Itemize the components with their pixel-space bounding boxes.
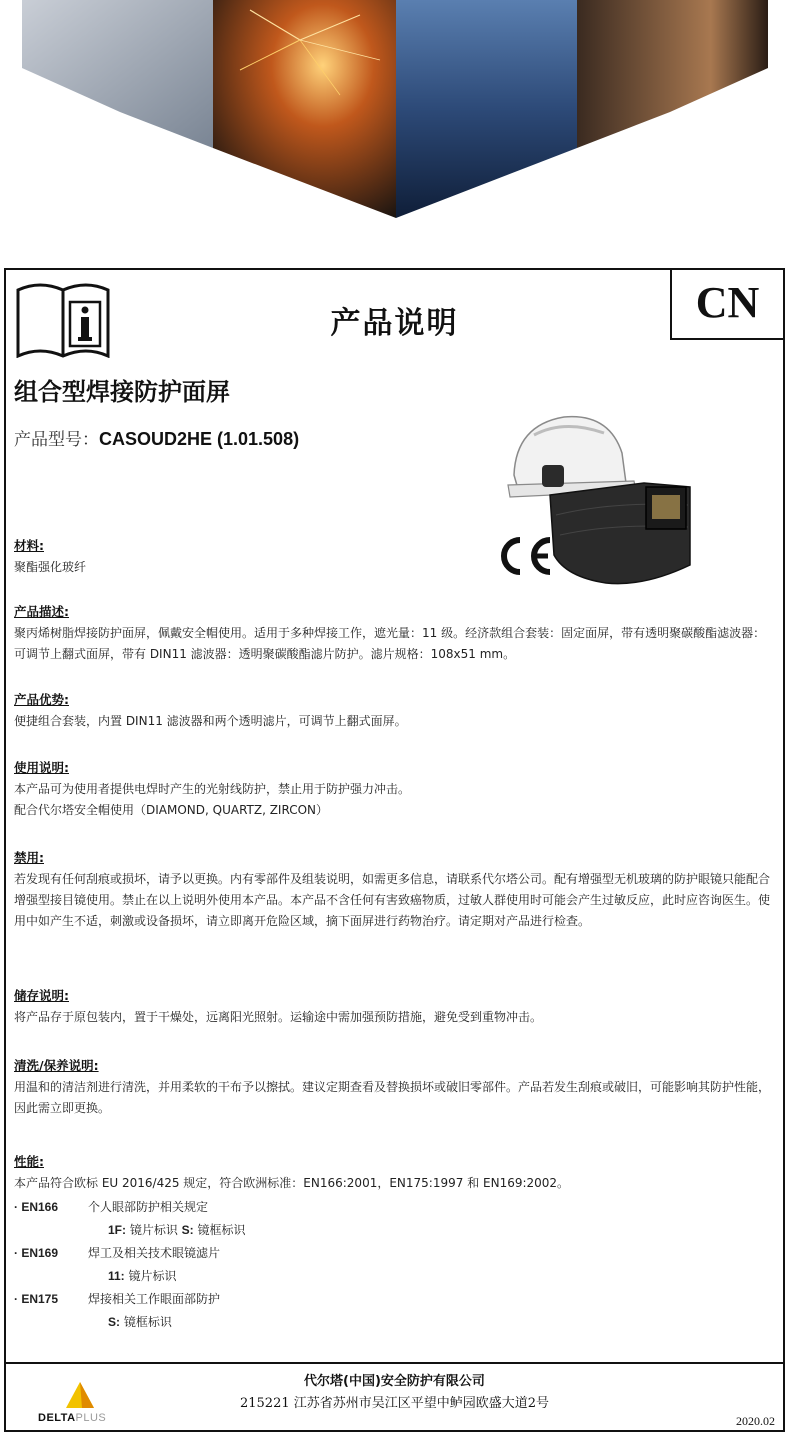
company-address: 215221 江苏省苏州市吴江区平望中鲈园欧盛大道2号	[239, 1396, 550, 1411]
section-body: 配合代尔塔安全帽使用（DIAMOND, QUARTZ, ZIRCON）	[14, 803, 329, 817]
section-title: 使用说明:	[14, 760, 69, 775]
standard-marking: 11: 镜片标识	[108, 1269, 177, 1283]
banner-photo-4	[577, 0, 768, 148]
standard-item: · EN175 焊接相关工作眼面部防护	[14, 1292, 221, 1306]
banner-photo-3	[396, 0, 577, 218]
section-body: 聚丙烯树脂焊接防护面屏，佩戴安全帽使用。适用于多种焊接工作，遮光量：11 级。经济款组合套装：固定面屏，带有透明聚碳酸酯滤波器：可调节上翻式面屏，带有 DIN11 滤波器：透明聚碳酸酯滤片防护。滤片规格：108x51 mm。	[14, 626, 766, 661]
section-title: 清洗/保养说明:	[14, 1058, 99, 1073]
banner-photo-2	[213, 0, 396, 218]
section-advantages	[14, 690, 776, 732]
language-badge: CN	[670, 270, 783, 340]
section-body: 若发现有任何刮痕或损坏，请予以更换。内有零部件及组装说明，如需更多信息，请联系代尔塔公司。配有增强型无机玻璃的防护眼镜只能配合增强型接目镜使用。禁止在以上说明外使用本产品。本产品不含任何有害致癌物质，过敏人群使用时可能会产生过敏反应，此时应咨询医生。使用中如产生不适，刺激或设备损坏，请立即离开危险区域，摘下面屏进行药物治疗。请定期对产品进行检查。	[14, 872, 771, 928]
section-body: 本产品符合欧标 EU 2016/425 规定，符合欧洲标准：EN166:2001，EN175:1997 和 EN169:2002。	[14, 1176, 570, 1190]
section-title: 储存说明:	[14, 988, 69, 1003]
section-cleaning	[14, 1056, 776, 1119]
model-label: 产品型号：	[14, 430, 99, 450]
page-title: 产品说明	[330, 306, 459, 341]
banner-photo-1	[22, 0, 213, 148]
section-body: 聚酯强化玻纤	[14, 560, 87, 574]
section-body: 便捷组合套装，内置 DIN11 滤波器和两个透明滤片，可调节上翻式面屏。	[14, 714, 407, 728]
model-value: CASOUD2HE (1.01.508)	[99, 429, 300, 449]
section-body: 用温和的清洁剂进行清洗，并用柔软的干布予以擦拭。建议定期查看及替换损坏或破旧零部件。产品若发生刮痕或破旧，可能影响其防护性能，因此需立即更换。	[14, 1080, 771, 1115]
sheet-header	[6, 270, 783, 340]
standard-item: · EN169 焊工及相关技术眼镜滤片	[14, 1246, 221, 1260]
instruction-sheet	[4, 268, 785, 1432]
section-performance	[14, 1152, 776, 1334]
logo-text-plus: PLUS	[75, 1412, 107, 1424]
company-name: 代尔塔(中国)安全防护有限公司	[304, 1374, 485, 1389]
section-body: 本产品可为使用者提供电焊时产生的光射线防护，禁止用于防护强力冲击。	[14, 782, 411, 796]
section-material	[14, 536, 776, 578]
standard-marking: S: 镜框标识	[108, 1315, 172, 1329]
section-title: 产品描述:	[14, 604, 69, 619]
section-prohibited	[14, 848, 776, 932]
section-storage	[14, 986, 776, 1028]
standard-item: · EN166 个人眼部防护相关规定	[14, 1200, 209, 1214]
section-title: 禁用:	[14, 850, 44, 865]
product-model	[14, 425, 299, 450]
section-title: 性能:	[14, 1154, 44, 1169]
document-date: 2020.02	[736, 1414, 775, 1428]
section-body: 将产品存于原包装内，置于干燥处，远离阳光照射。运输途中需加强预防措施，避免受到重物冲击。	[14, 1010, 543, 1024]
standards-list	[14, 1196, 776, 1334]
section-title: 材料:	[14, 538, 44, 553]
logo-text-main: DELTA	[38, 1412, 76, 1424]
product-name: 组合型焊接防护面屏	[14, 378, 230, 406]
banner-photo-strip	[0, 0, 790, 225]
sheet-footer	[6, 1362, 783, 1432]
section-description	[14, 602, 776, 665]
section-usage	[14, 758, 776, 821]
standard-marking: 1F: 镜片标识 S: 镜框标识	[108, 1223, 246, 1237]
section-title: 产品优势:	[14, 692, 69, 707]
